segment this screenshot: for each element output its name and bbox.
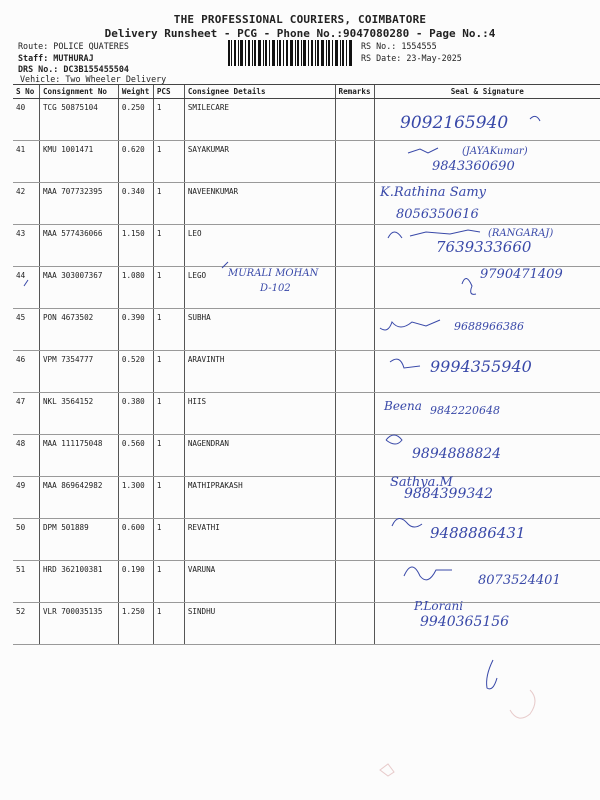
row-consignee: NAVEENKUMAR bbox=[184, 183, 335, 225]
table-row bbox=[13, 351, 600, 393]
col-weight: Weight bbox=[118, 85, 153, 99]
signature-44-phone: 9790471409 bbox=[480, 267, 563, 282]
row-sno: 51 bbox=[13, 561, 39, 603]
row-pcs: 1 bbox=[153, 561, 184, 603]
row-consignee: NAGENDRAN bbox=[184, 435, 335, 477]
row-pcs: 1 bbox=[153, 183, 184, 225]
company-title: THE PROFESSIONAL COURIERS, COIMBATORE bbox=[173, 13, 427, 26]
rs-date: RS Date: 23-May-2025 bbox=[361, 53, 462, 63]
signature-42-name: K.Rathina Samy bbox=[380, 185, 487, 200]
row-consignment: VLR 700035135 bbox=[39, 603, 118, 645]
row-remarks bbox=[335, 519, 374, 561]
consignee-44-flat: D-102 bbox=[260, 283, 291, 294]
row-signature bbox=[374, 561, 600, 603]
table-row bbox=[13, 561, 600, 603]
row-sno: 52 bbox=[13, 603, 39, 645]
row-sno: 49 bbox=[13, 477, 39, 519]
row-sno: 50 bbox=[13, 519, 39, 561]
signature-47-name: Beena bbox=[384, 399, 422, 413]
row-sno: 47 bbox=[13, 393, 39, 435]
row-consignment: KMU 1001471 bbox=[39, 141, 118, 183]
table-row bbox=[13, 435, 600, 477]
row-remarks bbox=[335, 435, 374, 477]
row-signature bbox=[374, 603, 600, 645]
row-remarks bbox=[335, 225, 374, 267]
row-consignment: PON 4673502 bbox=[39, 309, 118, 351]
signature-49-name: Sathya.M bbox=[390, 475, 453, 490]
row-signature bbox=[374, 393, 600, 435]
table-row bbox=[13, 603, 600, 645]
consignee-44-name: MURALI MOHAN bbox=[228, 268, 319, 279]
row-signature bbox=[374, 477, 600, 519]
signature-50-phone: 9488886431 bbox=[430, 524, 526, 542]
row-remarks bbox=[335, 477, 374, 519]
row-pcs: 1 bbox=[153, 267, 184, 309]
row-consignment: MAA 869642982 bbox=[39, 477, 118, 519]
row-sno: 44 bbox=[13, 267, 39, 309]
row-remarks bbox=[335, 141, 374, 183]
row-signature bbox=[374, 141, 600, 183]
row-sno: 46 bbox=[13, 351, 39, 393]
signature-46-phone: 9994355940 bbox=[430, 357, 532, 376]
row-consignment: MAA 707732395 bbox=[39, 183, 118, 225]
row-pcs: 1 bbox=[153, 99, 184, 141]
row-pcs: 1 bbox=[153, 393, 184, 435]
route-label: Route: POLICE QUATERES bbox=[18, 41, 129, 51]
row-consignee: SUBHA bbox=[184, 309, 335, 351]
row-weight: 1.300 bbox=[118, 477, 153, 519]
col-sno: S No bbox=[13, 85, 39, 99]
row-pcs: 1 bbox=[153, 603, 184, 645]
runsheet-subtitle: Delivery Runsheet - PCG - Phone No.:9047080280 - Page No.:4 bbox=[104, 27, 496, 40]
runsheet-table bbox=[13, 84, 600, 645]
row-weight: 1.150 bbox=[118, 225, 153, 267]
row-signature bbox=[374, 99, 600, 141]
signature-41-phone: 9843360690 bbox=[432, 159, 515, 174]
row-remarks bbox=[335, 393, 374, 435]
table-row bbox=[13, 477, 600, 519]
row-sno: 42 bbox=[13, 183, 39, 225]
signature-52-name: P.Lorani bbox=[414, 599, 464, 613]
row-pcs: 1 bbox=[153, 435, 184, 477]
signature-45-phone: 9688966386 bbox=[454, 320, 524, 333]
row-consignment: DPM 501889 bbox=[39, 519, 118, 561]
row-consignment: NKL 3564152 bbox=[39, 393, 118, 435]
rs-number: RS No.: 1554555 bbox=[361, 41, 437, 51]
signature-48-phone: 9894888824 bbox=[412, 446, 502, 462]
row-sno: 45 bbox=[13, 309, 39, 351]
row-signature bbox=[374, 435, 600, 477]
signature-43-name: (RANGARAJ) bbox=[488, 228, 554, 239]
table-row bbox=[13, 309, 600, 351]
staff-label: Staff: MUTHURAJ bbox=[18, 53, 94, 63]
row-consignee: VARUNA bbox=[184, 561, 335, 603]
row-weight: 0.620 bbox=[118, 141, 153, 183]
signature-41-name: (JAYAKumar) bbox=[462, 146, 528, 157]
row-signature bbox=[374, 225, 600, 267]
row-sno: 48 bbox=[13, 435, 39, 477]
col-remarks: Remarks bbox=[335, 85, 374, 99]
signature-47-phone: 9842220648 bbox=[430, 404, 500, 417]
row-remarks bbox=[335, 561, 374, 603]
row-consignee: MATHIPRAKASH bbox=[184, 477, 335, 519]
signature-42-phone: 8056350616 bbox=[396, 207, 479, 222]
row-consignee: SAYAKUMAR bbox=[184, 141, 335, 183]
row-weight: 1.080 bbox=[118, 267, 153, 309]
row-pcs: 1 bbox=[153, 309, 184, 351]
row-pcs: 1 bbox=[153, 519, 184, 561]
table-row bbox=[13, 141, 600, 183]
signature-43-phone: 7639333660 bbox=[436, 238, 532, 256]
col-consignee: Consignee Details bbox=[184, 85, 335, 99]
row-remarks bbox=[335, 99, 374, 141]
row-consignment: HRD 362100381 bbox=[39, 561, 118, 603]
table-row bbox=[13, 183, 600, 225]
table-row bbox=[13, 267, 600, 309]
row-remarks bbox=[335, 309, 374, 351]
row-consignee: LEO bbox=[184, 225, 335, 267]
row-sno: 40 bbox=[13, 99, 39, 141]
table-row bbox=[13, 99, 600, 141]
faint-stamp-mark bbox=[380, 690, 535, 776]
row-weight: 0.560 bbox=[118, 435, 153, 477]
row-pcs: 1 bbox=[153, 225, 184, 267]
row-weight: 0.250 bbox=[118, 99, 153, 141]
row-consignee: REVATHI bbox=[184, 519, 335, 561]
row-sno: 43 bbox=[13, 225, 39, 267]
row-signature bbox=[374, 267, 600, 309]
table-row bbox=[13, 225, 600, 267]
row-remarks bbox=[335, 183, 374, 225]
row-consignment: MAA 303007367 bbox=[39, 267, 118, 309]
row-pcs: 1 bbox=[153, 477, 184, 519]
col-pcs: PCS bbox=[153, 85, 184, 99]
row-weight: 0.340 bbox=[118, 183, 153, 225]
row-pcs: 1 bbox=[153, 351, 184, 393]
row-weight: 0.380 bbox=[118, 393, 153, 435]
signature-51-phone: 8073524401 bbox=[478, 573, 561, 588]
row-remarks bbox=[335, 267, 374, 309]
drs-number: DRS No.: DC3B155455504 bbox=[18, 64, 129, 74]
row-consignment: MAA 111175048 bbox=[39, 435, 118, 477]
row-signature bbox=[374, 351, 600, 393]
row-consignee: LEGO bbox=[184, 267, 335, 309]
barcode bbox=[228, 40, 352, 66]
row-consignee: HIIS bbox=[184, 393, 335, 435]
row-signature bbox=[374, 309, 600, 351]
table-row bbox=[13, 393, 600, 435]
table-row bbox=[13, 519, 600, 561]
row-remarks bbox=[335, 603, 374, 645]
row-consignee: SINDHU bbox=[184, 603, 335, 645]
row-signature bbox=[374, 519, 600, 561]
row-consignment: TCG 50875104 bbox=[39, 99, 118, 141]
col-consignment: Consignment No bbox=[39, 85, 118, 99]
row-sno: 41 bbox=[13, 141, 39, 183]
vehicle-label: Vehicle: Two Wheeler Delivery bbox=[20, 74, 167, 84]
row-weight: 0.520 bbox=[118, 351, 153, 393]
row-remarks bbox=[335, 351, 374, 393]
signature-49-phone: 9884399342 bbox=[404, 486, 494, 502]
row-signature bbox=[374, 183, 600, 225]
row-consignee: SMILECARE bbox=[184, 99, 335, 141]
signature-40: 9092165940 bbox=[400, 113, 509, 133]
row-consignee: ARAVINTH bbox=[184, 351, 335, 393]
row-weight: 0.600 bbox=[118, 519, 153, 561]
signature-52-phone: 9940365156 bbox=[420, 614, 510, 630]
row-consignment: VPM 7354777 bbox=[39, 351, 118, 393]
table-header-row bbox=[13, 85, 600, 99]
row-weight: 0.390 bbox=[118, 309, 153, 351]
row-weight: 0.190 bbox=[118, 561, 153, 603]
row-weight: 1.250 bbox=[118, 603, 153, 645]
row-consignment: MAA 577436066 bbox=[39, 225, 118, 267]
row-pcs: 1 bbox=[153, 141, 184, 183]
col-signature: Seal & Signature bbox=[374, 85, 600, 99]
